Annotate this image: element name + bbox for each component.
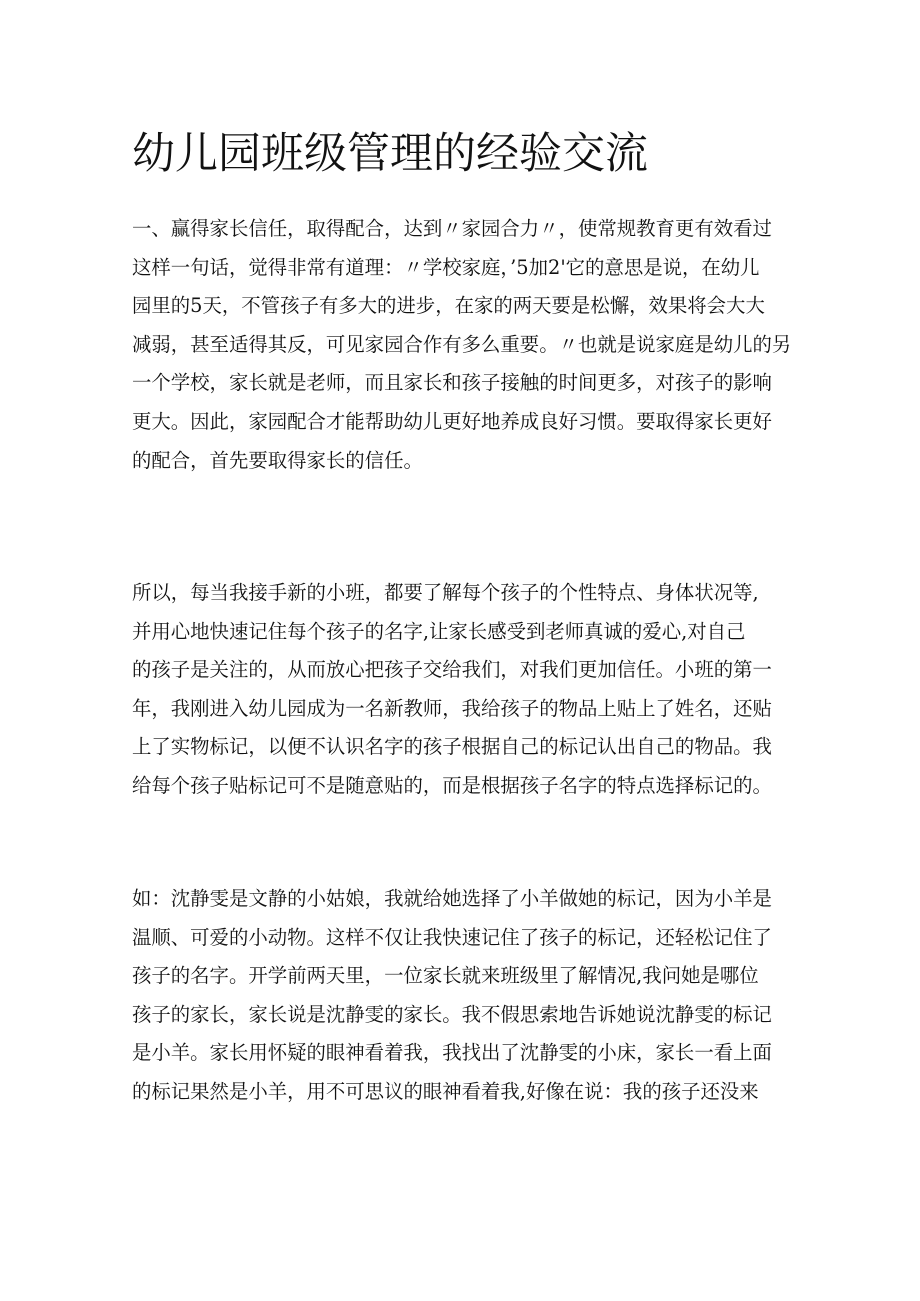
paragraph-new-class <box>132 574 796 806</box>
paragraph-line: 更大。因此，家园配合才能帮助幼儿更好地养成良好习惯。要取得家长更好 <box>132 409 772 433</box>
paragraph-example <box>132 880 796 1112</box>
paragraph-line: 减弱，甚至适得其反，可见家园合作有多么重要。〃也就是说家庭是幼儿的另 <box>132 332 792 356</box>
paragraph-line: 一个学校，家长就是老师，而且家长和孩子接触的时间更多，对孩子的影响 <box>132 371 772 395</box>
paragraph-line: 年，我刚进入幼儿园成为一名新教师，我给孩子的物品上贴上了姓名，还贴 <box>132 696 772 720</box>
paragraph-home-school-cooperation <box>132 210 796 480</box>
paragraph-line: 园里的5天，不管孩子有多大的进步，在家的两天要是松懈，效果将会大大 <box>132 294 765 318</box>
paragraph-line: 这样一句话，觉得非常有道理：〃学校家庭，’5加2'它的意思是说，在幼儿 <box>132 255 760 279</box>
paragraph-line: 所以，每当我接手新的小班，都要了解每个孩子的个性特点、身体状况等, <box>132 581 759 604</box>
paragraph-line: 的孩子是关注的，从而放心把孩子交给我们，对我们更加信任。小班的第一 <box>132 658 772 682</box>
paragraph-line: 的配合，首先要取得家长的信任。 <box>132 448 423 472</box>
paragraph-line: 孩子的名字。开学前两天里，一位家长就来班级里了解情况,我问她是哪位 <box>132 964 759 988</box>
paragraph-line: 上了实物标记，以便不认识名字的孩子根据自己的标记认出自己的物品。我 <box>132 735 772 759</box>
paragraph-line: 是小羊。家长用怀疑的眼神看着我，我找出了沈静雯的小床，家长一看上面 <box>132 1041 772 1065</box>
paragraph-line: 温顺、可爱的小动物。这样不仅让我快速记住了孩子的标记，还轻松记住了 <box>132 925 772 949</box>
paragraph-line: 并用心地快速记住每个孩子的名字,让家长感受到老师真诚的爱心,对自己 <box>132 619 746 643</box>
paragraph-line: 的标记果然是小羊，用不可思议的眼神看着我,好像在说：我的孩子还没来 <box>132 1079 759 1103</box>
paragraph-line: 孩子的家长，家长说是沈静雯的家长。我不假思索地告诉她说沈静雯的标记 <box>132 1002 772 1026</box>
paragraph-line: 给每个孩子贴标记可不是随意贴的，而是根据孩子名字的特点选择标记的。 <box>132 773 772 797</box>
document-title: 幼儿园班级管理的经验交流 <box>132 129 648 179</box>
paragraph-line: 一、赢得家长信任，取得配合，达到〃家园合力〃，使常规教育更有效看过 <box>132 217 772 240</box>
paragraph-line: 如：沈静雯是文静的小姑娘，我就给她选择了小羊做她的标记，因为小羊是 <box>132 887 772 910</box>
